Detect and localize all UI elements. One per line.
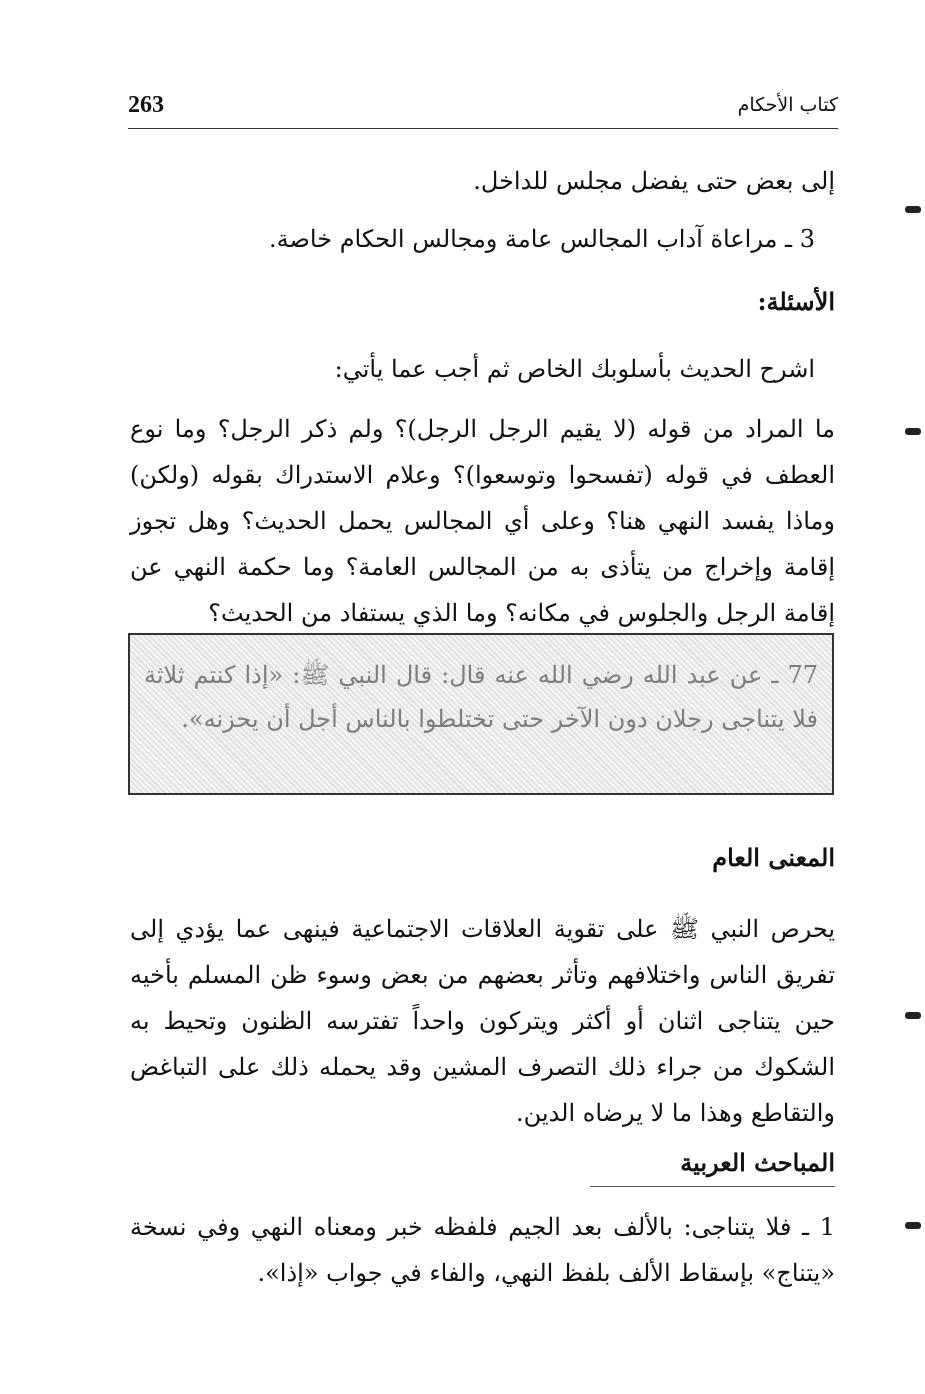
- hadith-text: 77 ـ عن عبد الله رضي الله عنه قال: قال النبي ﷺ: «إذا كنتم ثلاثة فلا يتناجى رجلان دون الآخر حتى تختلطوا بالناس أجل أن يحزنه».: [144, 661, 818, 733]
- margin-mark: [905, 1222, 921, 1229]
- topic-1: 1 ـ فلا يتناجى: بالألف بعد الجيم فلفظه خبر ومعناه النهي وفي نسخة «يتناج» بإسقاط الألف بلفظ النهي، والفاء في جواب «إذا».: [130, 1213, 835, 1287]
- questions-body: ما المراد من قوله (لا يقيم الرجل الرجل)؟ ولم ذكر الرجل؟ وما نوع العطف في قوله (تفسحوا وتوسعوا)؟ وعلام الاستدراك بقوله (ولكن) وماذا يفسد النهي هنا؟ وعلى أي المجالس يحمل الحديث؟ وهل تجوز إقامة وإخراج من يتأذى به من المجالس العامة؟ وما حكمة النهي عن إقامة الرجل والجلوس في مكانه؟ وما الذي يستفاد من الحديث؟: [130, 415, 835, 627]
- page-number: 263: [128, 92, 164, 118]
- margin-mark: [905, 206, 921, 213]
- point-3: 3 ـ مراعاة آداب المجالس عامة ومجالس الحكام خاصة.: [269, 225, 815, 253]
- running-header: [128, 88, 838, 129]
- margin-mark: [905, 1012, 921, 1019]
- continuation-line: إلى بعض حتى يفضل مجلس للداخل.: [473, 167, 835, 195]
- general-meaning-body: يحرص النبي ﷺ على تقوية العلاقات الاجتماعية فينهى عما يؤدي إلى تفريق الناس واختلافهم وتأثر بعضهم من بعض وسوء ظن المسلم بأخيه حين يتناجى اثنان أو أكثر ويتركون واحداً تفترسه الظنون وتحيط به الشكوك من جراء ذلك التصرف المشين وقد يحمله ذلك على التباغض والتقاطع وهذا ما لا يرضاه الدين.: [130, 915, 835, 1127]
- general-meaning-heading: المعنى العام: [712, 843, 835, 872]
- margin-mark: [905, 428, 921, 435]
- questions-intro: اشرح الحديث بأسلوبك الخاص ثم أجب عما يأتي:: [334, 355, 815, 383]
- hadith-box: [128, 633, 834, 795]
- arabic-topics-heading: المباحث العربية: [680, 1148, 835, 1177]
- heading-underline: [590, 1186, 835, 1187]
- book-title: كتاب الأحكام: [737, 94, 838, 116]
- questions-heading: الأسئلة:: [757, 287, 835, 316]
